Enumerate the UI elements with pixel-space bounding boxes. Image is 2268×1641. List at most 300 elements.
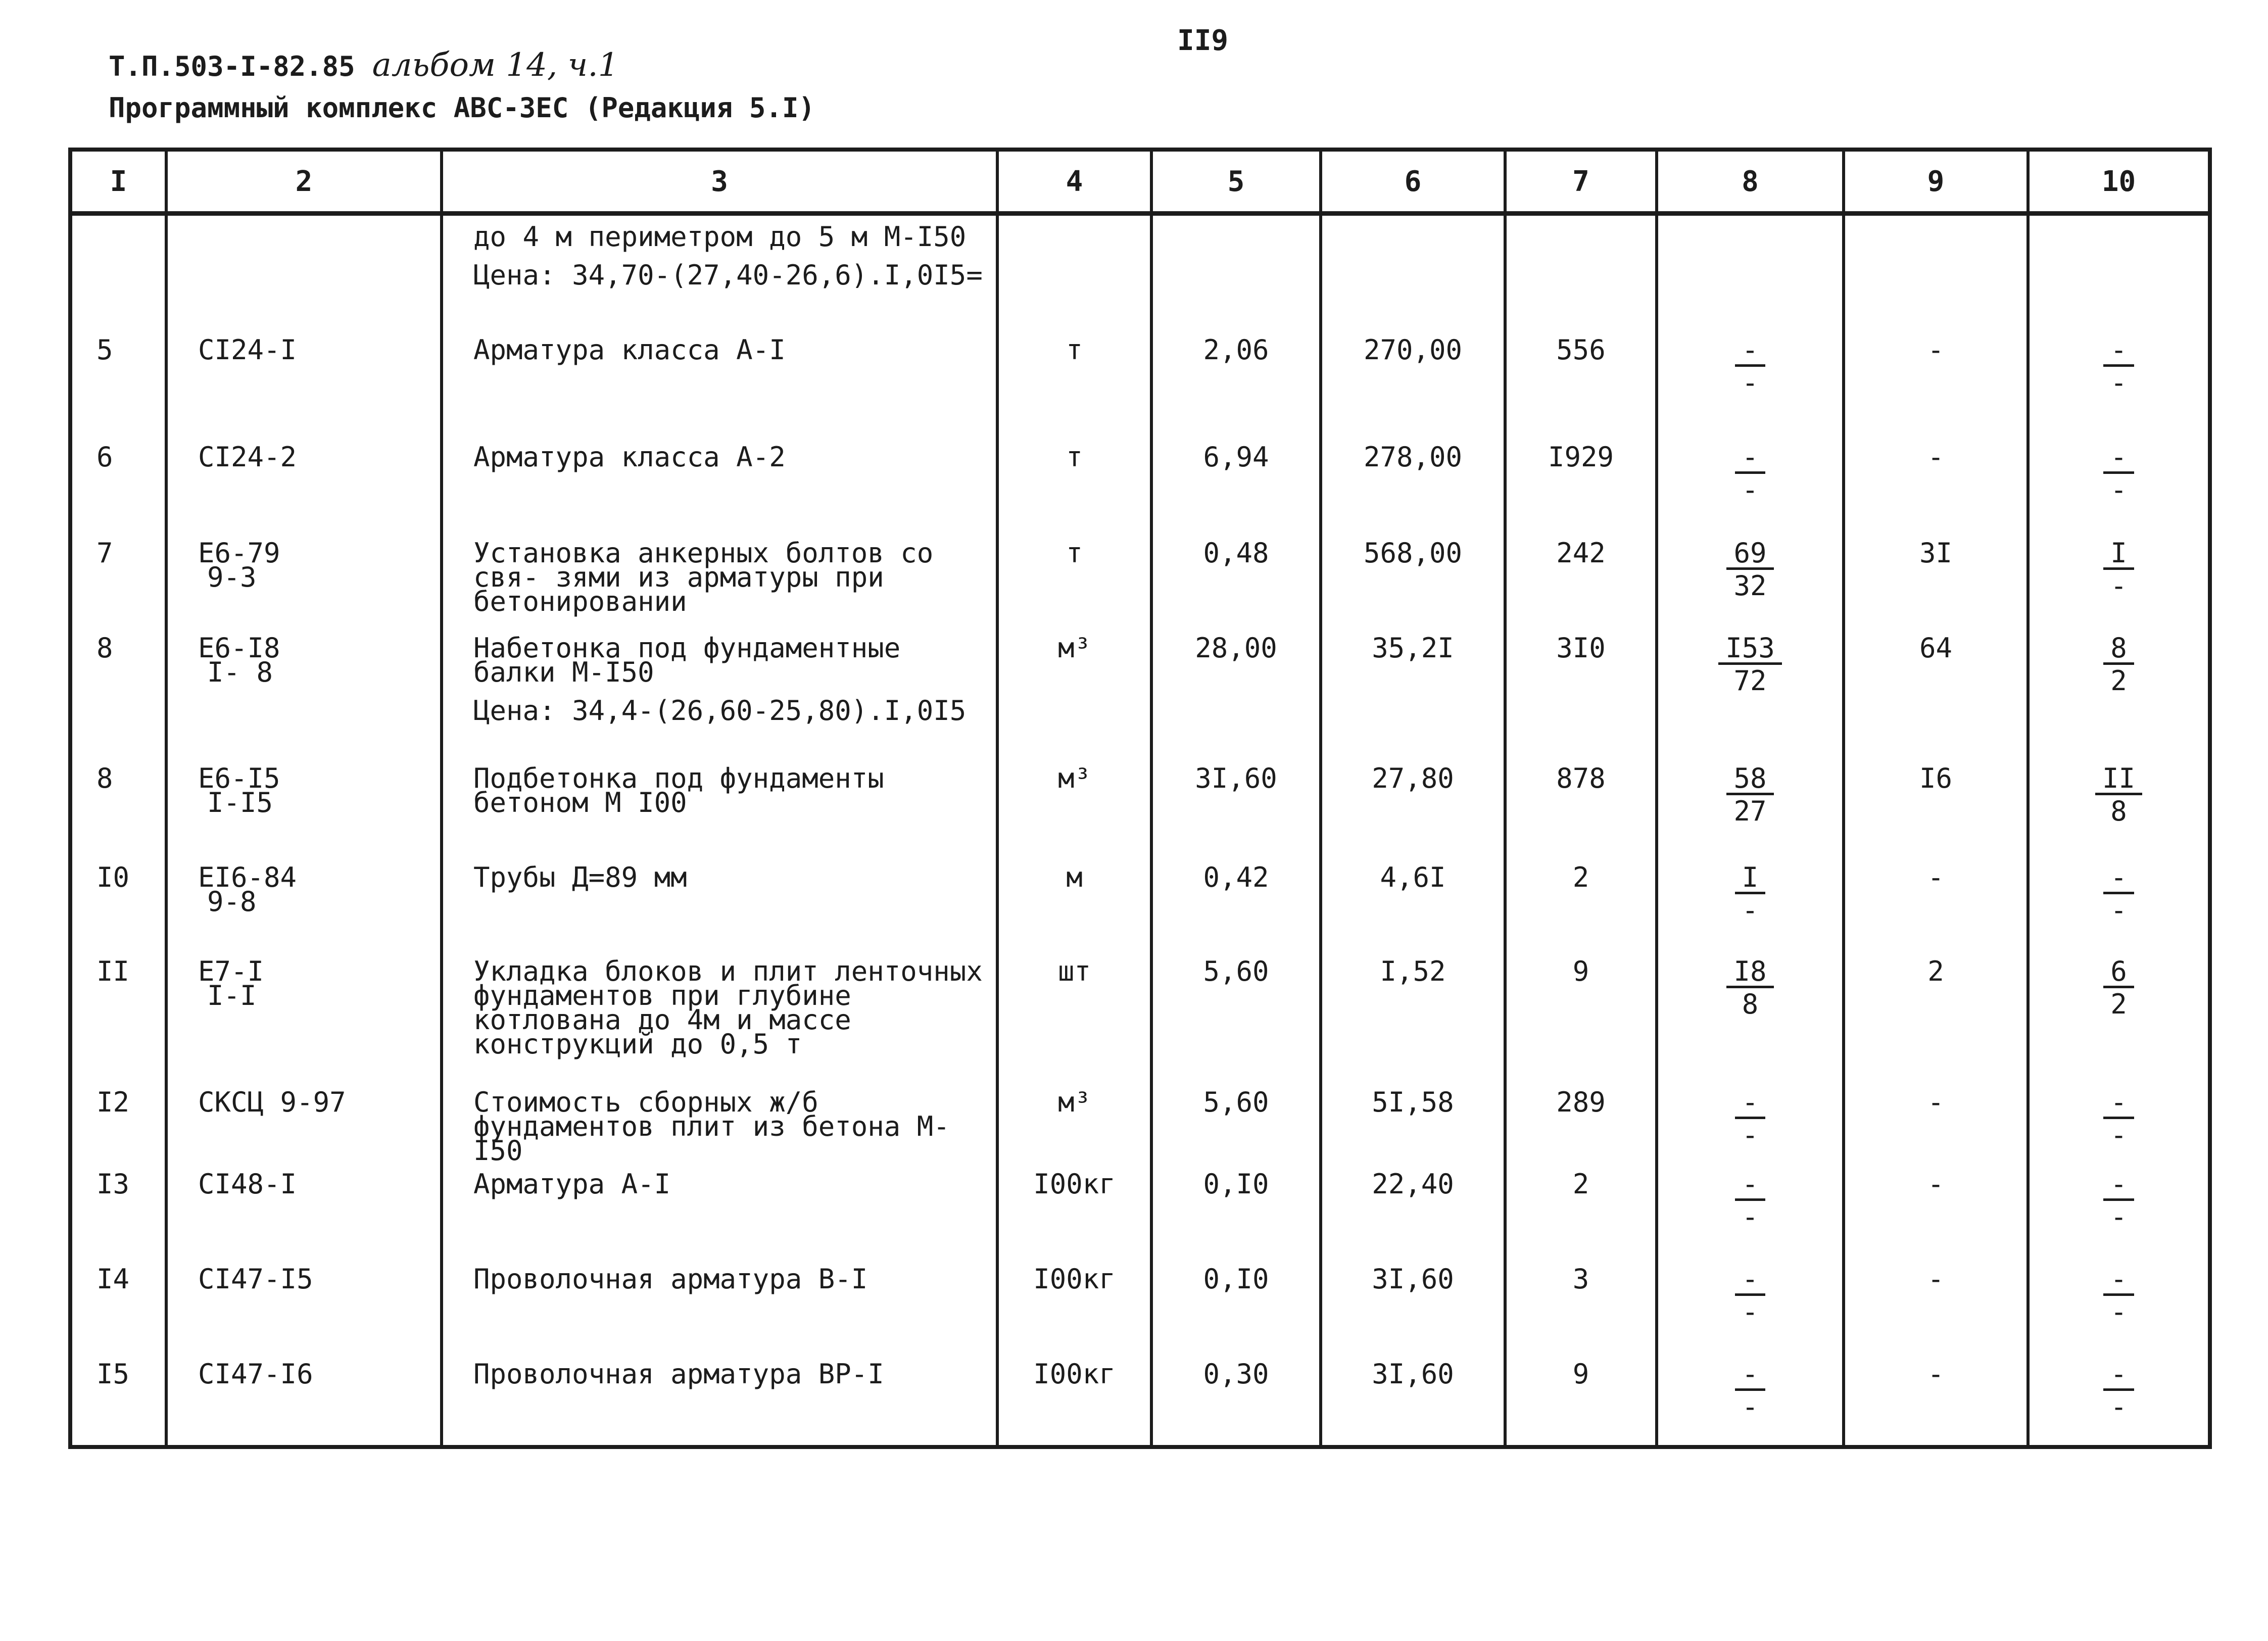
col10-fraction xyxy=(2096,537,2142,602)
total-cost-cell xyxy=(1505,757,1657,856)
col9-value: 3I xyxy=(1919,537,1953,569)
work-description-cell xyxy=(442,1258,997,1353)
rate-code: СКСЦ 9-97 xyxy=(198,1086,346,1118)
unit-price: 27,80 xyxy=(1372,762,1454,795)
page-number: II9 xyxy=(1177,24,1229,57)
col10-fraction-numerator: - xyxy=(2103,445,2134,474)
rate-code: СI47-I5 xyxy=(198,1263,313,1295)
work-description: Трубы Д=89 мм xyxy=(473,861,687,894)
rate-code: СI47-I6 xyxy=(198,1358,313,1390)
estimate-table xyxy=(68,148,2212,1449)
work-description: Проволочная арматура ВР-I xyxy=(473,1358,884,1390)
work-description-cell xyxy=(442,532,997,627)
row-number: I5 xyxy=(96,1358,130,1390)
quantity-cell xyxy=(1151,950,1321,1081)
col8-fraction xyxy=(1727,441,1773,506)
quantity: 0,I0 xyxy=(1203,1263,1269,1295)
work-description: Подбетонка под фундаменты бетоном М I00 xyxy=(473,762,884,819)
rate-code-cell xyxy=(166,1163,442,1258)
quantity: 0,42 xyxy=(1203,861,1269,894)
row-number: I0 xyxy=(96,861,130,894)
quantity: 2,06 xyxy=(1203,333,1269,366)
col9-value: - xyxy=(1927,1086,1944,1118)
col8-fraction-denominator: - xyxy=(1742,366,1759,399)
total-cost: 2 xyxy=(1572,1168,1589,1200)
row-number-cell xyxy=(70,436,166,532)
unit: м³ xyxy=(1057,1086,1091,1118)
unit-cell xyxy=(997,532,1151,627)
col8-fraction-numerator: I53 xyxy=(1718,636,1782,665)
quantity: 5,60 xyxy=(1203,955,1269,988)
col10-fraction xyxy=(2096,861,2142,927)
col8-fraction xyxy=(1727,1086,1773,1151)
row-number: I2 xyxy=(96,1086,130,1118)
col-header-1: I xyxy=(70,150,166,214)
unit-cell xyxy=(997,1081,1151,1163)
col10-cell xyxy=(2028,1258,2210,1353)
total-cost-cell xyxy=(1505,856,1657,950)
col9-value: - xyxy=(1927,1168,1944,1200)
col8-fraction-denominator: 8 xyxy=(1742,988,1759,1021)
table-row xyxy=(70,436,2210,532)
row-number: I3 xyxy=(96,1168,130,1200)
work-description-cell xyxy=(442,950,997,1081)
col9-value: - xyxy=(1927,333,1944,366)
unit-cell xyxy=(997,627,1151,757)
table-row xyxy=(70,856,2210,950)
unit-price-cell xyxy=(1321,1258,1505,1353)
row-number-cell xyxy=(70,856,166,950)
col10-fraction xyxy=(2096,1086,2142,1151)
total-cost-cell xyxy=(1505,532,1657,627)
col10-fraction-denominator: - xyxy=(2110,1200,2127,1233)
col8-fraction xyxy=(1727,1358,1773,1423)
col9-cell xyxy=(1844,214,2028,329)
col10-fraction-numerator: - xyxy=(2103,1362,2134,1391)
col8-cell xyxy=(1657,1353,1844,1447)
col8-fraction-denominator: - xyxy=(1742,1200,1759,1233)
unit: м³ xyxy=(1057,632,1091,664)
work-description-cell xyxy=(442,329,997,436)
col10-fraction-denominator: - xyxy=(2110,366,2127,399)
work-description-cell xyxy=(442,1353,997,1447)
col9-cell xyxy=(1844,627,2028,757)
quantity: 0,30 xyxy=(1203,1358,1269,1390)
col8-fraction-denominator: - xyxy=(1742,894,1759,927)
col10-fraction-numerator: I xyxy=(2103,541,2134,570)
col-header-9: 9 xyxy=(1844,150,2028,214)
unit-price-cell xyxy=(1321,950,1505,1081)
row-number: 6 xyxy=(96,441,113,473)
unit-price-cell xyxy=(1321,214,1505,329)
col8-fraction xyxy=(1727,333,1773,399)
row-number: 5 xyxy=(96,333,113,366)
unit-cell xyxy=(997,856,1151,950)
unit: I00кг xyxy=(1033,1263,1116,1295)
quantity: 0,I0 xyxy=(1203,1168,1269,1200)
unit-price-cell xyxy=(1321,532,1505,627)
rate-code: СI48-I xyxy=(198,1168,297,1200)
unit-price-cell xyxy=(1321,856,1505,950)
unit-price-cell xyxy=(1321,1163,1505,1258)
work-description: до 4 м периметром до 5 м М-I50 xyxy=(473,221,967,253)
table-row xyxy=(70,1163,2210,1258)
unit: м xyxy=(1066,861,1083,894)
work-description-cell xyxy=(442,856,997,950)
rate-code-cell xyxy=(166,1081,442,1163)
rate-code-cell xyxy=(166,1258,442,1353)
total-cost: 242 xyxy=(1556,537,1606,569)
col9-value: - xyxy=(1927,1358,1944,1390)
unit-price-cell xyxy=(1321,436,1505,532)
total-cost: 9 xyxy=(1572,1358,1589,1390)
quantity: 5,60 xyxy=(1203,1086,1269,1118)
unit-cell xyxy=(997,1258,1151,1353)
row-number: I4 xyxy=(96,1263,130,1295)
unit-cell xyxy=(997,436,1151,532)
col-header-10: 10 xyxy=(2028,150,2210,214)
col8-cell xyxy=(1657,627,1844,757)
unit-cell xyxy=(997,1163,1151,1258)
unit: I00кг xyxy=(1033,1358,1116,1390)
col10-fraction-denominator: - xyxy=(2110,1119,2127,1151)
row-number-cell xyxy=(70,950,166,1081)
row-number-cell xyxy=(70,1081,166,1163)
price-formula: Цена: 34,4-(26,60-25,80).I,0I5 xyxy=(473,694,967,727)
col8-fraction-denominator: - xyxy=(1742,1390,1759,1423)
col8-cell xyxy=(1657,856,1844,950)
unit-price: 270,00 xyxy=(1363,333,1463,366)
col9-cell xyxy=(1844,1353,2028,1447)
col8-cell xyxy=(1657,1258,1844,1353)
col9-value: 2 xyxy=(1927,955,1944,988)
work-description: Установка анкерных болтов со свя- зями из арматуры при бетонировании xyxy=(473,537,934,617)
col10-cell xyxy=(2028,214,2210,329)
quantity-cell xyxy=(1151,1081,1321,1163)
rate-code-sub: I-I5 xyxy=(207,787,273,819)
total-cost-cell xyxy=(1505,214,1657,329)
rate-code: СI24-2 xyxy=(198,441,297,473)
row-number-cell xyxy=(70,329,166,436)
unit-price: 35,2I xyxy=(1372,632,1454,664)
unit: т xyxy=(1066,441,1083,473)
rate-code-cell xyxy=(166,1353,442,1447)
unit-price: 3I,60 xyxy=(1372,1263,1454,1295)
row-number: 7 xyxy=(96,537,113,569)
doc-code-line xyxy=(109,44,815,87)
col10-fraction xyxy=(2096,1358,2142,1423)
table-row xyxy=(70,1353,2210,1447)
col9-cell xyxy=(1844,532,2028,627)
quantity: 0,48 xyxy=(1203,537,1269,569)
quantity-cell xyxy=(1151,1353,1321,1447)
col9-cell xyxy=(1844,856,2028,950)
col10-cell xyxy=(2028,757,2210,856)
col10-fraction-numerator: - xyxy=(2103,338,2134,367)
col-header-6: 6 xyxy=(1321,150,1505,214)
unit-price: 4,6I xyxy=(1380,861,1446,894)
col9-value: - xyxy=(1927,1263,1944,1295)
col8-fraction xyxy=(1726,762,1773,828)
rate-code-sub: 9-8 xyxy=(207,886,257,918)
col8-fraction-numerator: - xyxy=(1735,338,1766,367)
total-cost-cell xyxy=(1505,1163,1657,1258)
col10-fraction-denominator: - xyxy=(2110,569,2127,602)
col10-fraction xyxy=(2096,955,2142,1021)
total-cost: I929 xyxy=(1548,441,1614,473)
table-header-row xyxy=(70,150,2210,214)
row-number: 8 xyxy=(96,632,113,664)
rate-code-cell xyxy=(166,627,442,757)
work-description-cell xyxy=(442,757,997,856)
rate-code: СI24-I xyxy=(198,333,297,366)
row-number-cell xyxy=(70,627,166,757)
total-cost-cell xyxy=(1505,1258,1657,1353)
col8-cell xyxy=(1657,329,1844,436)
quantity: 3I,60 xyxy=(1195,762,1277,795)
unit-price-cell xyxy=(1321,329,1505,436)
col10-fraction-numerator: 8 xyxy=(2103,636,2134,665)
col10-cell xyxy=(2028,436,2210,532)
col8-cell xyxy=(1657,214,1844,329)
col8-fraction-denominator: - xyxy=(1742,1295,1759,1328)
unit: т xyxy=(1066,333,1083,366)
unit: т xyxy=(1066,537,1083,569)
col8-fraction-denominator: 72 xyxy=(1733,664,1767,697)
unit-price-cell xyxy=(1321,627,1505,757)
work-description-cell xyxy=(442,214,997,329)
table-row xyxy=(70,1258,2210,1353)
col10-cell xyxy=(2028,856,2210,950)
quantity-cell xyxy=(1151,1258,1321,1353)
total-cost: 878 xyxy=(1556,762,1606,795)
table-row xyxy=(70,950,2210,1081)
rate-code: ЕI6-84 xyxy=(198,861,297,894)
unit: I00кг xyxy=(1033,1168,1116,1200)
quantity-cell xyxy=(1151,329,1321,436)
col8-cell xyxy=(1657,436,1844,532)
rate-code-cell xyxy=(166,214,442,329)
work-description: Укладка блоков и плит ленточных фундаментов при глубине котлована до 4м и массе конструкций до 0,5 т xyxy=(473,955,983,1060)
col8-cell xyxy=(1657,1081,1844,1163)
col10-fraction xyxy=(2095,762,2142,828)
row-number-cell xyxy=(70,1258,166,1353)
table-row xyxy=(70,1081,2210,1163)
col9-cell xyxy=(1844,436,2028,532)
total-cost-cell xyxy=(1505,329,1657,436)
quantity: 6,94 xyxy=(1203,441,1269,473)
rate-code-cell xyxy=(166,532,442,627)
rate-code: Е6-I5 xyxy=(198,762,280,795)
col9-cell xyxy=(1844,1258,2028,1353)
unit-price-cell xyxy=(1321,757,1505,856)
col8-cell xyxy=(1657,950,1844,1081)
col10-fraction-denominator: 8 xyxy=(2110,795,2127,828)
col-header-7: 7 xyxy=(1505,150,1657,214)
total-cost: 289 xyxy=(1556,1086,1606,1118)
col8-fraction-numerator: - xyxy=(1735,1172,1766,1201)
rate-code-sub: 9-3 xyxy=(207,561,257,593)
quantity-cell xyxy=(1151,856,1321,950)
col8-fraction-numerator: - xyxy=(1735,1090,1766,1119)
col10-fraction-denominator: - xyxy=(2110,473,2127,506)
col8-fraction xyxy=(1727,861,1773,927)
col10-fraction-numerator: - xyxy=(2103,865,2134,894)
rate-code-sub: I- 8 xyxy=(207,656,273,688)
total-cost-cell xyxy=(1505,627,1657,757)
row-number-cell xyxy=(70,214,166,329)
row-number-cell xyxy=(70,532,166,627)
col10-cell xyxy=(2028,950,2210,1081)
col9-cell xyxy=(1844,1081,2028,1163)
col8-fraction xyxy=(1718,632,1782,697)
unit: шт xyxy=(1057,955,1091,988)
unit-price: I,52 xyxy=(1380,955,1446,988)
col8-fraction-numerator: - xyxy=(1735,1267,1766,1296)
rate-code-cell xyxy=(166,856,442,950)
col8-fraction xyxy=(1726,955,1773,1021)
col8-cell xyxy=(1657,1163,1844,1258)
unit-price: 568,00 xyxy=(1363,537,1463,569)
col10-fraction-numerator: - xyxy=(2103,1172,2134,1201)
work-description: Арматура класса А-I xyxy=(473,333,786,366)
rate-code: Е6-79 xyxy=(198,537,280,569)
total-cost: 2 xyxy=(1572,861,1589,894)
col8-fraction xyxy=(1727,1168,1773,1233)
unit-cell xyxy=(997,757,1151,856)
col8-fraction-numerator: 69 xyxy=(1726,541,1773,570)
row-number: II xyxy=(96,955,130,988)
table-row xyxy=(70,532,2210,627)
quantity: 28,00 xyxy=(1195,632,1277,664)
work-description: Арматура А-I xyxy=(473,1168,671,1200)
col8-cell xyxy=(1657,757,1844,856)
col8-fraction xyxy=(1726,537,1773,602)
unit-cell xyxy=(997,950,1151,1081)
unit-cell xyxy=(997,329,1151,436)
col-header-4: 4 xyxy=(997,150,1151,214)
work-description: Стоимость сборных ж/б фундаментов плит из бетона М-I50 xyxy=(473,1086,950,1167)
quantity-cell xyxy=(1151,1163,1321,1258)
col10-cell xyxy=(2028,532,2210,627)
col9-value: I6 xyxy=(1919,762,1953,795)
col8-fraction xyxy=(1727,1263,1773,1328)
work-description-cell xyxy=(442,1163,997,1258)
unit: м³ xyxy=(1057,762,1091,795)
total-cost: 3 xyxy=(1572,1263,1589,1295)
col-header-8: 8 xyxy=(1657,150,1844,214)
total-cost-cell xyxy=(1505,436,1657,532)
col10-fraction-denominator: - xyxy=(2110,1390,2127,1423)
table-row xyxy=(70,329,2210,436)
unit-cell xyxy=(997,214,1151,329)
rate-code-sub: I-I xyxy=(207,980,257,1012)
col-header-5: 5 xyxy=(1151,150,1321,214)
col10-cell xyxy=(2028,627,2210,757)
work-description-cell xyxy=(442,1081,997,1167)
work-description: Арматура класса А-2 xyxy=(473,441,786,473)
col10-fraction xyxy=(2096,441,2142,506)
handwritten-album-note: альбом 14, ч.1 xyxy=(372,46,619,84)
col10-fraction-denominator: - xyxy=(2110,1295,2127,1328)
work-description-cell xyxy=(442,627,997,757)
table-row xyxy=(70,214,2210,329)
col9-cell xyxy=(1844,950,2028,1081)
col9-value: - xyxy=(1927,861,1944,894)
row-number-cell xyxy=(70,1353,166,1447)
row-number-cell xyxy=(70,757,166,856)
total-cost-cell xyxy=(1505,950,1657,1081)
rate-code-cell xyxy=(166,329,442,436)
col8-fraction-denominator: 27 xyxy=(1733,795,1767,828)
col10-fraction-numerator: - xyxy=(2103,1090,2134,1119)
quantity-cell xyxy=(1151,532,1321,627)
col10-fraction-denominator: 2 xyxy=(2110,988,2127,1021)
col9-value: 64 xyxy=(1919,632,1953,664)
col9-value: - xyxy=(1927,441,1944,473)
row-number: 8 xyxy=(96,762,113,795)
total-cost: 556 xyxy=(1556,333,1606,366)
col8-fraction-denominator: 32 xyxy=(1733,569,1767,602)
col-header-3: 3 xyxy=(442,150,997,214)
total-cost: 3I0 xyxy=(1556,632,1606,664)
rate-code-cell xyxy=(166,436,442,532)
unit-price: 278,00 xyxy=(1363,441,1463,473)
col9-cell xyxy=(1844,1163,2028,1258)
unit-cell xyxy=(997,1353,1151,1447)
col8-cell xyxy=(1657,532,1844,627)
work-description-cell xyxy=(442,436,997,532)
table-row xyxy=(70,757,2210,856)
unit-price-cell xyxy=(1321,1081,1505,1163)
unit-price: 5I,58 xyxy=(1372,1086,1454,1118)
quantity-cell xyxy=(1151,757,1321,856)
price-formula: Цена: 34,70-(27,40-26,6).I,0I5= xyxy=(473,259,983,291)
unit-price: 3I,60 xyxy=(1372,1358,1454,1390)
col10-fraction-denominator: 2 xyxy=(2110,664,2127,697)
col10-fraction xyxy=(2096,632,2142,697)
table-row xyxy=(70,627,2210,757)
col8-fraction-denominator: - xyxy=(1742,1119,1759,1151)
col10-cell xyxy=(2028,1163,2210,1258)
col9-cell xyxy=(1844,329,2028,436)
col10-fraction-numerator: - xyxy=(2103,1267,2134,1296)
work-description: Проволочная арматура В-I xyxy=(473,1263,868,1295)
col8-fraction-denominator: - xyxy=(1742,473,1759,506)
total-cost-cell xyxy=(1505,1353,1657,1447)
row-number-cell xyxy=(70,1163,166,1258)
doc-subtitle: Программный комплекс АВС-3ЕС (Редакция 5.I) xyxy=(109,92,815,124)
col10-fraction xyxy=(2096,1263,2142,1328)
total-cost-cell xyxy=(1505,1081,1657,1163)
rate-code-cell xyxy=(166,950,442,1081)
quantity-cell xyxy=(1151,436,1321,532)
unit-price: 22,40 xyxy=(1372,1168,1454,1200)
col8-fraction-numerator: - xyxy=(1735,445,1766,474)
col-header-2: 2 xyxy=(166,150,442,214)
col10-cell xyxy=(2028,329,2210,436)
col10-cell xyxy=(2028,1081,2210,1163)
col8-fraction-numerator: 58 xyxy=(1726,766,1773,795)
total-cost: 9 xyxy=(1572,955,1589,988)
col10-cell xyxy=(2028,1353,2210,1447)
document-header xyxy=(109,44,815,129)
col10-fraction-denominator: - xyxy=(2110,894,2127,927)
col8-fraction-numerator: I8 xyxy=(1726,959,1773,988)
rate-code: Е6-I8 xyxy=(198,632,280,664)
rate-code-cell xyxy=(166,757,442,856)
col9-cell xyxy=(1844,757,2028,856)
